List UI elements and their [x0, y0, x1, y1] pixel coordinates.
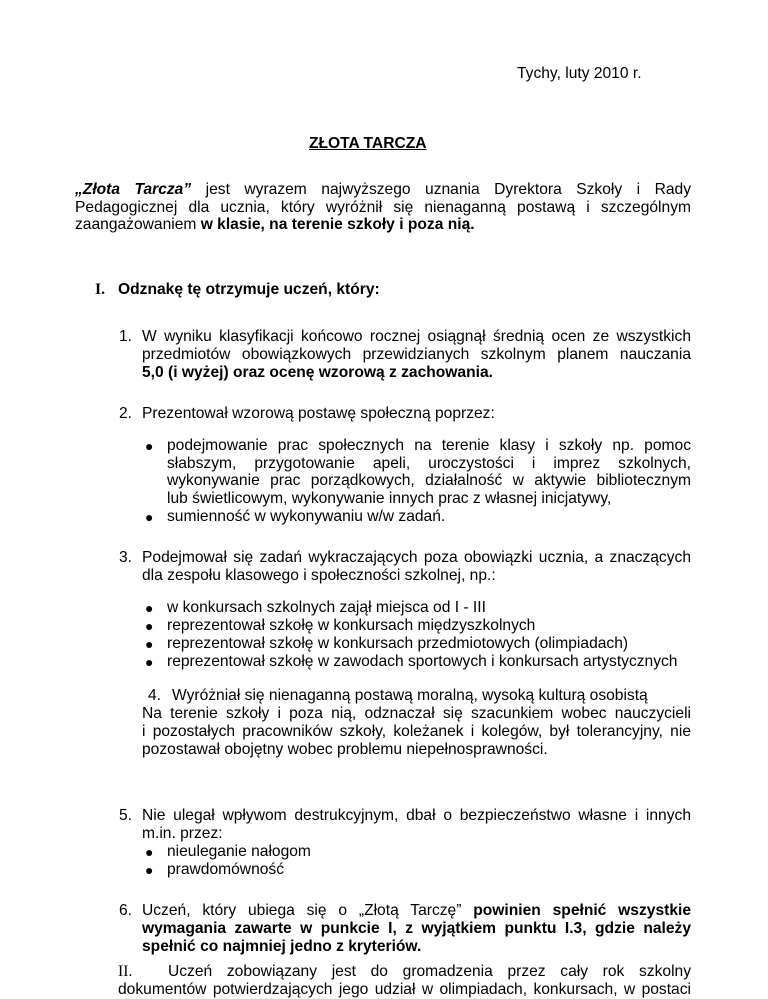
- bullet-icon: ●: [145, 844, 154, 860]
- item-6-emphasis: powinien spełnić wszystkie: [473, 902, 691, 919]
- item-1-emphasis: 5,0 (i wyżej) oraz ocenę wzorową z zachowania.: [142, 364, 493, 381]
- item-6-line: [142, 902, 691, 920]
- item-1-line: przedmiotów obowiązkowych przewidzianych szkolnym planem nauczania: [142, 346, 691, 363]
- item-6-line: spełnić co najmniej jedno z kryteriów.: [142, 938, 422, 955]
- section-1-numeral: I.: [95, 281, 105, 298]
- item-number: 3.: [119, 549, 133, 566]
- item-4-line: i pozostałych pracowników szkoły, koleżanek i kolegów, był tolerancyjny, nie: [142, 723, 691, 740]
- item-6-line: wymagania zawarte w punkcie I, z wyjątkiem punktu I.3, gdzie należy: [142, 920, 691, 937]
- item-4-line: pozostawał obojętny wobec problemu niepełnosprawności.: [142, 741, 548, 758]
- section-1-heading: Odznakę tę otrzymuje uczeń, który:: [118, 281, 380, 298]
- bullet-icon: ●: [145, 600, 154, 616]
- intro-line: [75, 181, 691, 199]
- item-number: 2.: [119, 405, 133, 422]
- item-number: 1.: [119, 328, 133, 345]
- bullet-icon: ●: [145, 509, 154, 525]
- intro-emphasis: w klasie, na terenie szkoły i poza nią.: [200, 216, 475, 233]
- section-2-line: dokumentów potwierdzających jego udział w olimpiadach, konkursach, w postaci: [118, 981, 691, 998]
- item-4-line: Wyróżniał się nienaganną postawą moralną, wysoką kulturą osobistą: [172, 687, 648, 704]
- item-2-text: Prezentował wzorową postawę społeczną poprzez:: [142, 405, 495, 422]
- item-number: 4.: [148, 687, 162, 704]
- bullet-line: nieuleganie nałogom: [167, 843, 311, 860]
- item-number: 5.: [119, 807, 133, 824]
- bullet-icon: ●: [145, 654, 154, 670]
- item-6-text: Uczeń, który ubiega się o „Złotą Tarczę”: [142, 902, 474, 919]
- bullet-icon: ●: [145, 618, 154, 634]
- intro-award-name: „Złota Tarcza”: [75, 181, 192, 198]
- intro-line: [75, 216, 475, 234]
- place-date: Tychy, luty 2010 r.: [517, 65, 642, 82]
- item-4-line: Na terenie szkoły i poza nią, odznaczał się szacunkiem wobec nauczycieli: [142, 705, 691, 722]
- bullet-line: reprezentował szkołę w zawodach sportowych i konkursach artystycznych: [167, 653, 678, 670]
- intro-line: Pedagogicznej dla ucznia, który wyróżnił się nienaganną postawą i szczególnym: [75, 199, 691, 216]
- item-5-line: Nie ulegał wpływom destrukcyjnym, dbał o bezpieczeństwo własne i innych: [142, 807, 691, 824]
- bullet-line: prawdomówność: [167, 861, 285, 878]
- section-2-line: Uczeń zobowiązany jest do gromadzenia przez cały rok szkolny: [168, 963, 691, 980]
- intro-text: jest wyrazem najwyższego uznania Dyrektora Szkoły i Rady: [191, 181, 691, 198]
- bullet-line: reprezentował szkołę w konkursach przedmiotowych (olimpiadach): [167, 635, 629, 652]
- bullet-line: wykonywanie prac porządkowych, działalność w aktywie bibliotecznym: [167, 472, 691, 489]
- bullet-icon: ●: [145, 438, 154, 454]
- document-title: ZŁOTA TARCZA: [309, 135, 427, 152]
- item-number: 6.: [119, 902, 133, 919]
- bullet-line: podejmowanie prac społecznych na terenie klasy i szkoły np. pomoc: [167, 437, 691, 454]
- bullet-icon: ●: [145, 636, 154, 652]
- intro-text: zaangażowaniem: [75, 216, 201, 233]
- item-5-line: m.in. przez:: [142, 825, 223, 842]
- item-3-line: dla zespołu klasowego i społeczności szkolnej, np.:: [142, 567, 496, 584]
- item-3-line: Podejmował się zadań wykraczających poza obowiązki ucznia, a znaczących: [142, 549, 691, 566]
- bullet-icon: ●: [145, 862, 154, 878]
- bullet-line: w konkursach szkolnych zajął miejsca od I - III: [167, 599, 486, 616]
- bullet-line: lub świetlicowym, wykonywanie innych prac z własnej inicjatywy,: [167, 490, 612, 507]
- bullet-line: słabszym, przygotowanie apeli, uroczystości i imprez szkolnych,: [167, 455, 691, 472]
- bullet-line: sumienność w wykonywaniu w/w zadań.: [167, 508, 446, 525]
- item-1-line: W wyniku klasyfikacji końcowo rocznej osiągnął średnią ocen ze wszystkich: [142, 328, 691, 345]
- bullet-line: reprezentował szkołę w konkursach międzyszkolnych: [167, 617, 536, 634]
- section-2-numeral: II.: [118, 963, 133, 980]
